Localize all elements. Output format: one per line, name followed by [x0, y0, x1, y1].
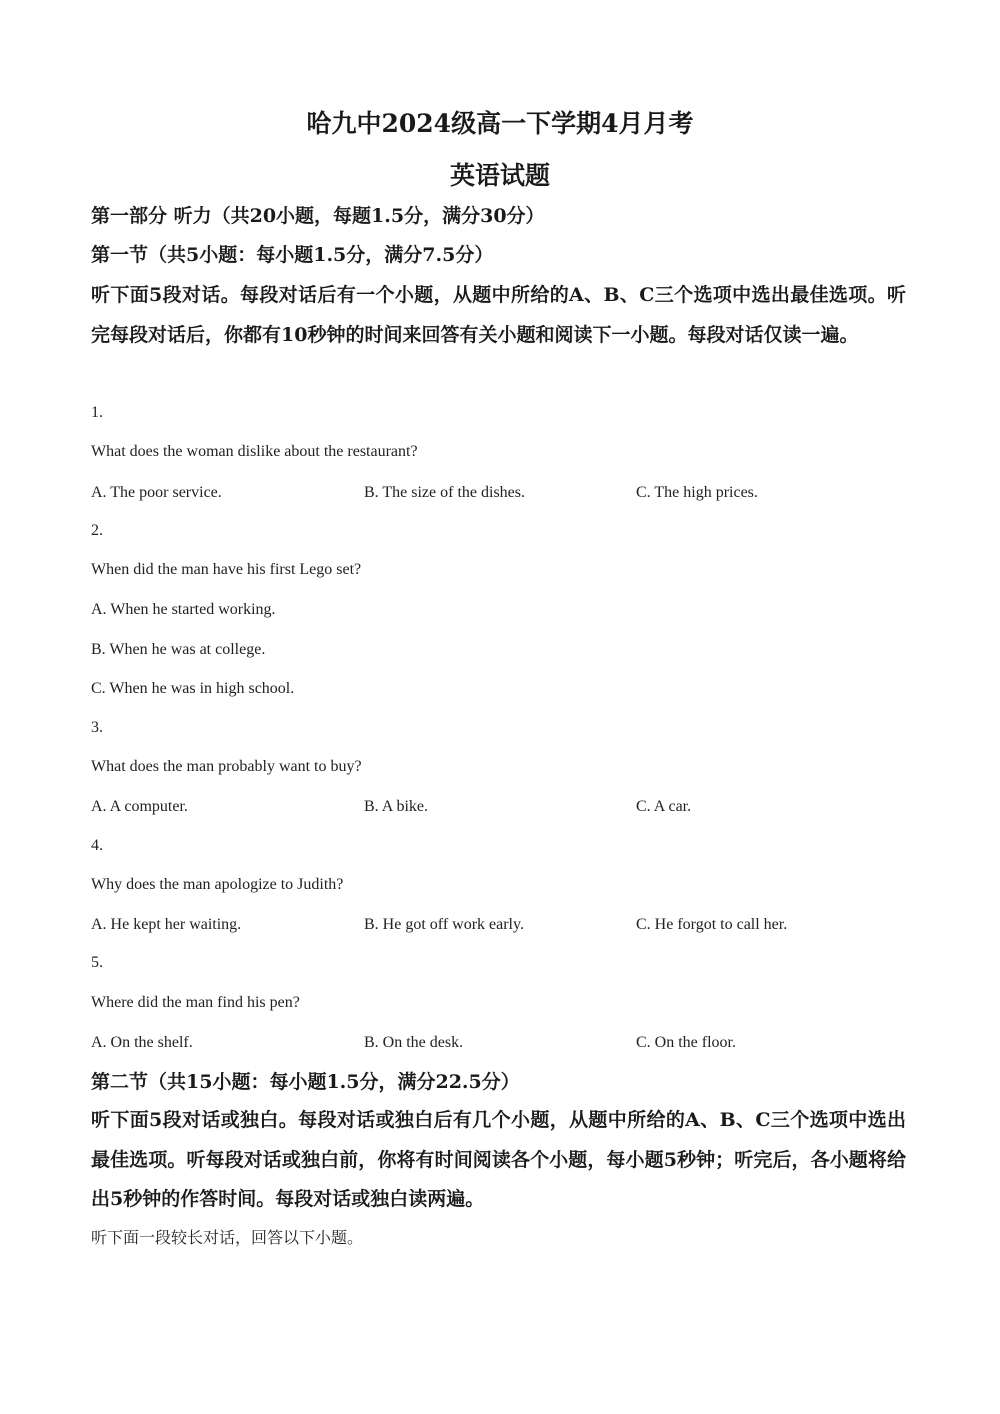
- exam-subtitle: 英语试题: [449, 161, 550, 190]
- option-c: C. A car.: [636, 798, 692, 815]
- question-number: 3.: [91, 719, 103, 736]
- question-number: 4.: [91, 837, 103, 854]
- option-b: B. The size of the dishes.: [364, 484, 526, 501]
- option-a: A. A computer.: [91, 798, 188, 815]
- question-text: Why does the man apologize to Judith?: [91, 876, 344, 893]
- question-text: When did the man have his first Lego set?: [91, 561, 362, 578]
- option-c: C. The high prices.: [636, 484, 758, 501]
- option-b: B. A bike.: [364, 798, 429, 815]
- question-text: Where did the man find his pen?: [91, 994, 300, 1011]
- option-a: A. He kept her waiting.: [91, 916, 242, 933]
- question-text: What does the man probably want to buy?: [91, 758, 362, 775]
- listening-note: 听下面一段较长对话，回答以下小题。: [91, 1228, 364, 1247]
- exam-title: 哈九中2024级高一下学期4月月考: [306, 109, 694, 138]
- question-number: 5.: [91, 954, 103, 971]
- section2-heading: 第二节（共15小题：每小题1.5分，满分22.5分）: [91, 1071, 520, 1093]
- option-b: B. On the desk.: [364, 1034, 464, 1051]
- question-number: 1.: [91, 404, 103, 421]
- option-a: A. The poor service.: [91, 484, 222, 501]
- option-b: B. He got off work early.: [364, 916, 524, 933]
- option-c: C. On the floor.: [636, 1034, 736, 1051]
- option-a: A. On the shelf.: [91, 1034, 193, 1051]
- question-text: What does the woman dislike about the restaurant?: [91, 443, 418, 460]
- option-b: B. When he was at college.: [91, 641, 266, 658]
- section2-instructions: 听下面5段对话或独白。每段对话或独白后有几个小题，从题中所给的A、B、C三个选项中选出最佳选项。听每段对话或独白前，你将有时间阅读各个小题，每小题5秒钟；听完后，各小题将给出5秒钟的作答时间。每段对话或独白读两遍。: [91, 1109, 906, 1210]
- part1-heading: 第一部分 听力（共20小题，每题1.5分，满分30分）: [91, 205, 545, 227]
- option-c: C. He forgot to call her.: [636, 916, 788, 933]
- section1-instructions: 听下面5段对话。每段对话后有一个小题，从题中所给的A、B、C三个选项中选出最佳选项。听完每段对话后，你都有10秒钟的时间来回答有关小题和阅读下一小题。每段对话仅读一遍。: [91, 284, 906, 346]
- option-a: A. When he started working.: [91, 601, 276, 618]
- question-number: 2.: [91, 522, 103, 539]
- option-c: C. When he was in high school.: [91, 680, 295, 697]
- section1-heading: 第一节（共5小题：每小题1.5分，满分7.5分）: [91, 244, 494, 266]
